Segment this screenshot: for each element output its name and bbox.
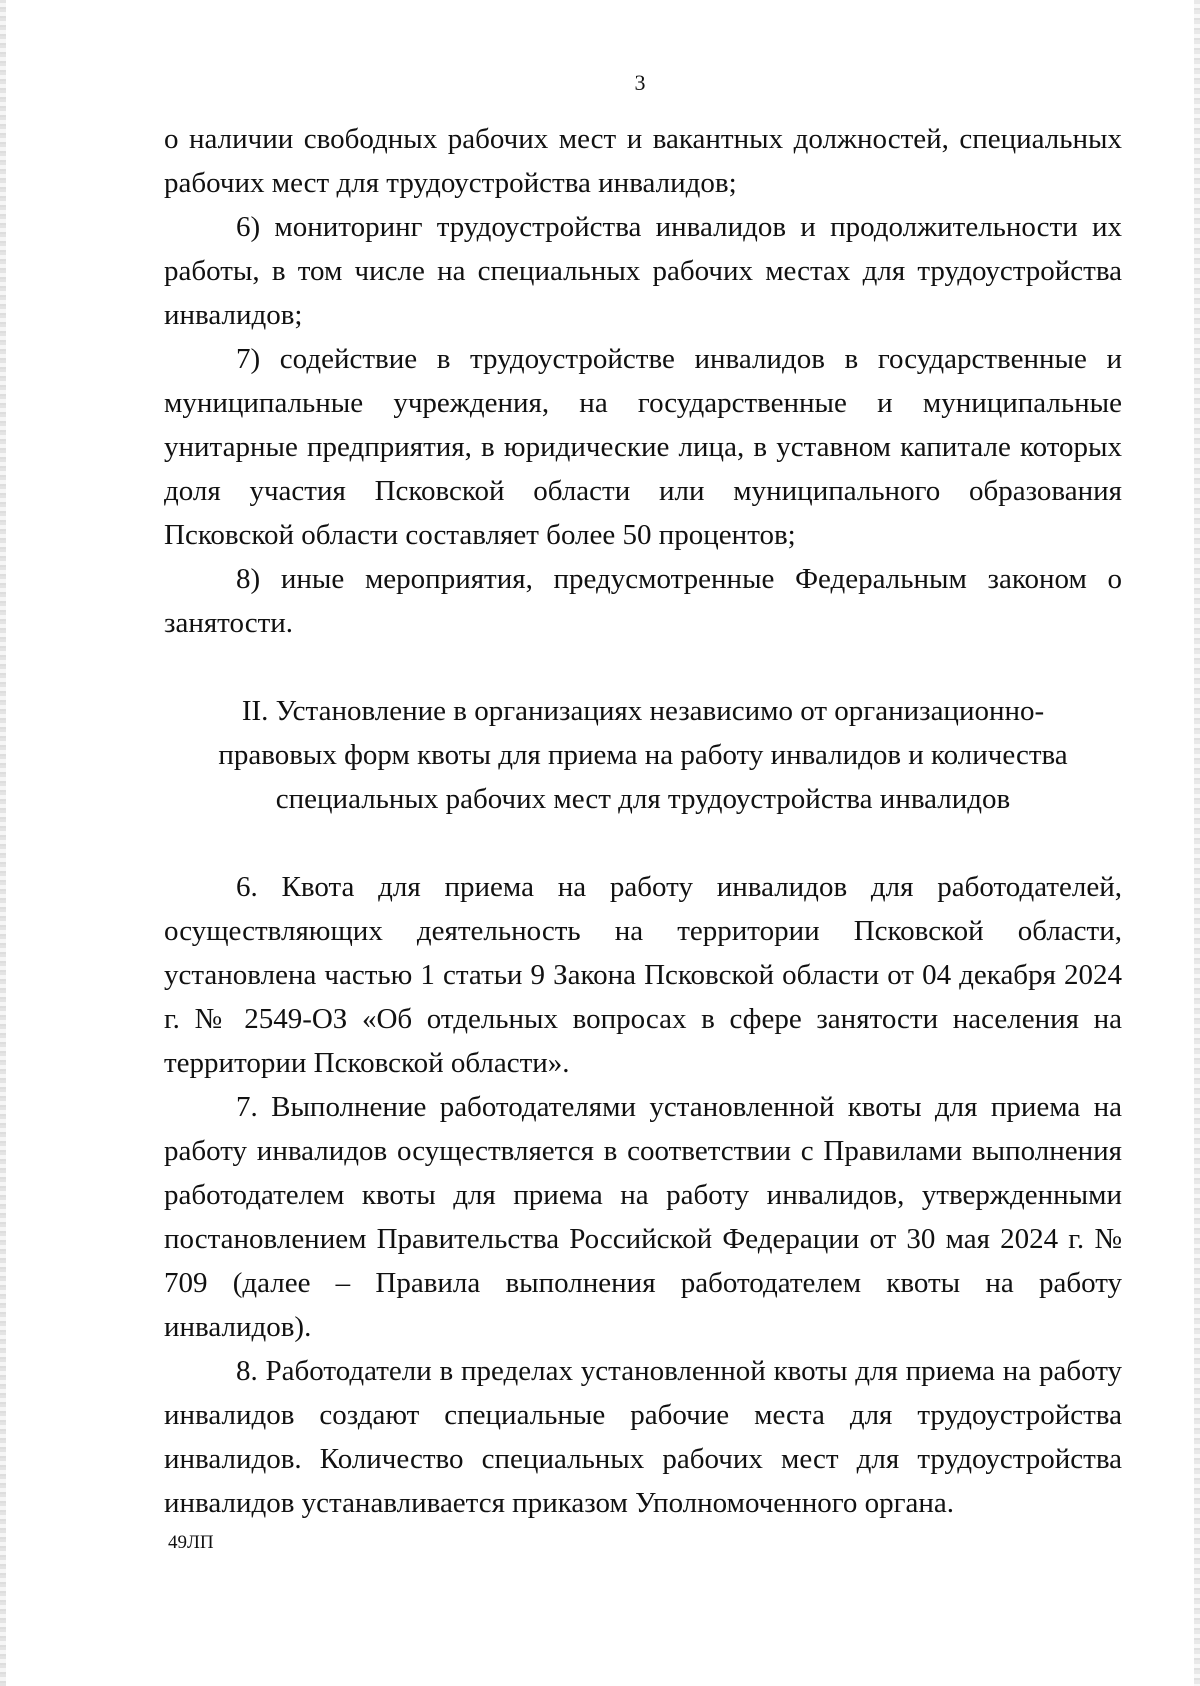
clause-7: 7. Выполнение работодателями установленной квоты для приема на работу инвалидов осуществляется в соответствии с Правилами выполнения работодателем квоты для приема на работу инвалидов, утвержденными постановлением Правительства Российской Федерации от 30 мая 2024 г. № 709 (далее – Правила выполнения работодателем квоты на работу инвалидов).: [164, 1091, 1122, 1343]
page-number: 3: [634, 70, 646, 95]
document-body: [164, 117, 1122, 1525]
clause-8: 8. Работодатели в пределах установленной квоты для приема на работу инвалидов создают специальные рабочие места для трудоустройства инвалидов. Количество специальных рабочих мест для трудоустройства инвалидов устанавливается приказом Уполномоченного органа.: [164, 1355, 1122, 1519]
paragraph-item-6: 6) мониторинг трудоустройства инвалидов и продолжительности их работы, в том числе на специальных рабочих местах для трудоустройства инвалидов;: [164, 211, 1122, 331]
section-heading-line-1: II. Установление в организациях независимо от организационно-: [241, 695, 1045, 727]
section-heading-line-2: правовых форм квоты для приема на работу инвалидов и количества: [218, 739, 1068, 771]
footer-document-code: 49ЛП: [168, 1532, 214, 1553]
scan-edge-right: [1194, 0, 1200, 1686]
scan-edge-left: [0, 0, 6, 1686]
section-heading: [164, 689, 1122, 821]
paragraph-item-8: 8) иные мероприятия, предусмотренные Федеральным законом о занятости.: [164, 563, 1122, 639]
paragraph-continuation: о наличии свободных рабочих мест и вакантных должностей, специальных рабочих мест для трудоустройства инвалидов;: [164, 123, 1122, 199]
section-heading-line-3: специальных рабочих мест для трудоустройства инвалидов: [275, 783, 1011, 815]
clause-6: 6. Квота для приема на работу инвалидов для работодателей, осуществляющих деятельность на территории Псковской области, установлена частью 1 статьи 9 Закона Псковской области от 04 декабря 2024 г. № 2549-ОЗ «Об отдельных вопросах в сфере занятости населения на территории Псковской области».: [164, 871, 1122, 1079]
paragraph-item-7: 7) содействие в трудоустройстве инвалидов в государственные и муниципальные учреждения, на государственные и муниципальные унитарные предприятия, в юридические лица, в уставном капитале которых доля участия Псковской области или муниципального образования Псковской области составляет более 50 процентов;: [164, 343, 1122, 551]
